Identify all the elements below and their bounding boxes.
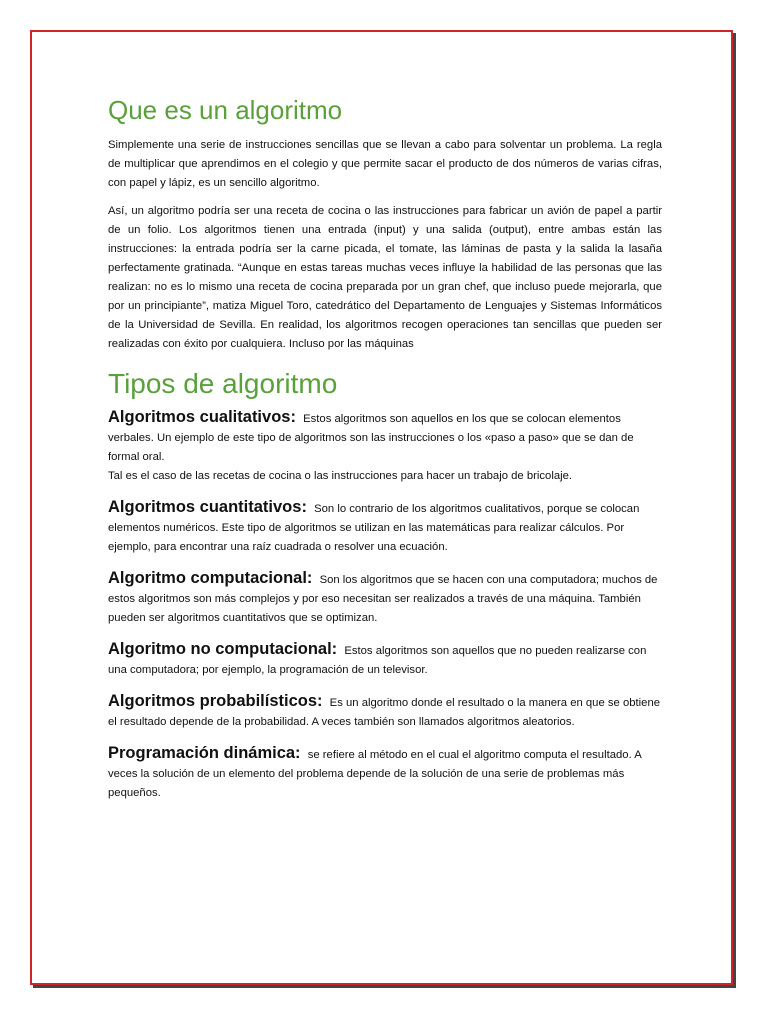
type-title: Algoritmos cuantitativos: (108, 498, 307, 516)
type-no-computacional (108, 640, 662, 680)
type-probabilisticos (108, 692, 662, 732)
type-cuantitativos (108, 498, 662, 557)
intro-paragraph-1: Simplemente una serie de instrucciones sencillas que se llevan a cabo para solventar un problema. La regla de multiplicar que aprendimos en el colegio y que permite sacar el producto de dos números de varias cifras, con papel y lápiz, es un sencillo algoritmo. (108, 139, 662, 189)
type-title: Programación dinámica: (108, 744, 301, 762)
type-text: Son los algoritmos que se hacen con una computadora; muchos de estos algoritmos son más complejos y por eso necesitan ser realizados a través de una máquina. También pueden ser algoritmos cuantitativos que se optimizan. (108, 574, 658, 624)
type-title: Algoritmo no computacional: (108, 640, 338, 658)
intro-paragraph-2: Así, un algoritmo podría ser una receta de cocina o las instrucciones para fabricar un avión de papel a partir de un folio. Los algoritmos tienen una entrada (input) y una salida (output), entre ambas están las instrucciones: la entrada podría ser la carne picada, el tomate, las láminas de pasta y la salida la lasaña perfectamente gratinada. “Aunque en estas tareas muchas veces influye la habilidad de las personas que las realizan: no es lo mismo una receta de cocina preparada por un gran chef, que incluso puede mejorarla, que por un principiante”, matiza Miguel Toro, catedrático del Departamento de Lenguajes y Sistemas Informáticos de la Universidad de Sevilla. En realidad, los algoritmos recogen operaciones tan sencillas que pueden ser realizadas con éxito por cualquiera. Incluso por las máquinas (108, 205, 662, 350)
type-text: Son lo contrario de los algoritmos cualitativos, porque se colocan elementos numéricos. Este tipo de algoritmos se utilizan en las matemáticas para realizar cálculos. Por ejemplo, para encontrar una raíz cuadrada o resolver una ecuación. (108, 503, 640, 553)
heading-que-es: Que es un algoritmo (108, 95, 343, 125)
type-text: Estos algoritmos son aquellos en los que se colocan elementos verbales. Un ejemplo de este tipo de algoritmos son las instrucciones o los «paso a paso» que se dan de formal oral. (108, 413, 634, 463)
type-programacion-dinamica (108, 744, 662, 803)
type-extra-text: Tal es el caso de las recetas de cocina o las instrucciones para hacer un trabajo de bricolaje. (108, 470, 573, 482)
document-body (108, 94, 662, 815)
heading-tipos: Tipos de algoritmo (108, 368, 338, 399)
type-text: Estos algoritmos son aquellos que no pueden realizarse con una computadora; por ejemplo, la programación de un televisor. (108, 645, 647, 676)
type-title: Algoritmos probabilísticos: (108, 692, 323, 710)
type-title: Algoritmos cualitativos: (108, 408, 296, 426)
type-text: Es un algoritmo donde el resultado o la manera en que se obtiene el resultado depende de la probabilidad. A veces también son llamados algoritmos aleatorios. (108, 697, 661, 728)
type-cualitativos (108, 408, 662, 486)
type-computacional (108, 569, 662, 628)
type-text: se refiere al método en el cual el algoritmo computa el resultado. A veces la solución de un elemento del problema depende de la solución de una serie de problemas más pequeños. (108, 749, 642, 799)
document-page (30, 30, 733, 985)
type-title: Algoritmo computacional: (108, 569, 313, 587)
